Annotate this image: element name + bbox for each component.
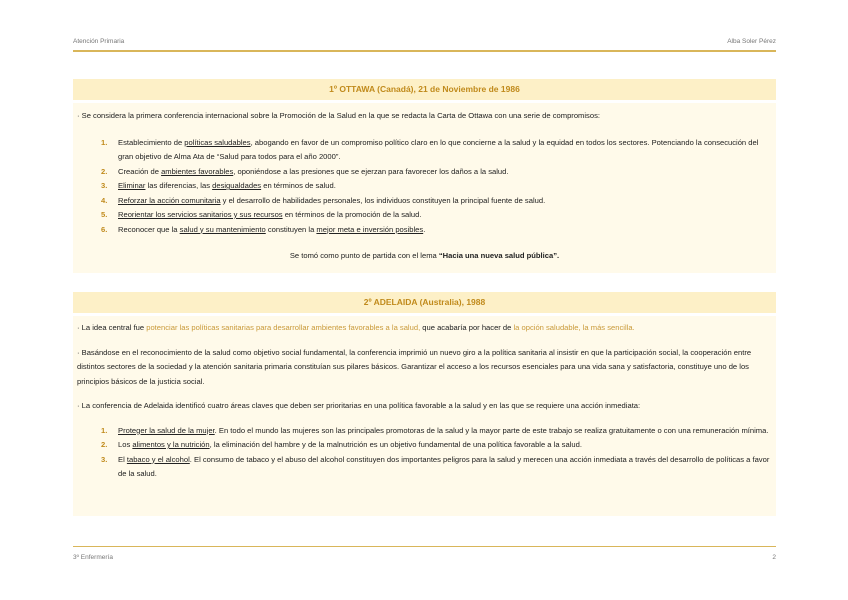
section-2-body <box>73 316 776 516</box>
section-2-title: 2º ADELAIDA (Australia), 1988 <box>73 292 776 313</box>
section-2-list <box>77 424 772 482</box>
list-item: 6. Reconocer que la salud y su mantenimiento constituyen la mejor meta e inversión posibles. <box>101 224 426 234</box>
header-right: Alba Soler Pérez <box>727 38 776 45</box>
footer-rule <box>73 546 776 547</box>
header-rule <box>73 50 776 52</box>
footer-left: 3º Enfermería <box>73 554 113 561</box>
list-item: 2. Creación de ambientes favorables, oponiéndose a las presiones que se ejerzan para favorecer los daños a la salud. <box>101 166 509 176</box>
section-2-p2: · Basándose en el reconocimiento de la salud como objetivo social fundamental, la conferencia imprimió un nuevo giro a la política sanitaria al insistir en que la participación social, la cooperación entre distintos sectores de la sociedad y la atención sanitaria primaria constituían sus pilares básicos. Garantizar el acceso a los recursos esenciales para una vida sana y satisfactoria, constituye uno de los principios básicos de la justicia social. <box>77 347 752 386</box>
list-item: 4. Reforzar la acción comunitaria y el desarrollo de habilidades personales, los individuos constituyen la principal fuente de salud. <box>101 195 546 205</box>
list-item: 3. El tabaco y el alcohol. El consumo de tabaco y el abuso del alcohol constituyen dos importantes peligros para la salud y merecen una acción inmediata a través del desarrollo de políticas a favor de la salud. <box>101 454 770 478</box>
section-1-title: 1º OTTAWA (Canadá), 21 de Noviembre de 1986 <box>73 79 776 100</box>
section-1-list <box>77 136 772 238</box>
section-2-p1: · La idea central fue potenciar las políticas sanitarias para desarrollar ambientes favorables a la salud, que acabaría por hacer de la opción saludable, la más sencilla. <box>77 323 635 332</box>
section-2-p3: · La conferencia de Adelaida identificó cuatro áreas claves que deben ser prioritarias en una política favorable a la salud y en las que se requiere una acción inmediata: <box>77 401 641 410</box>
list-item: 5. Reorientar los servicios sanitarios y sus recursos en términos de la promoción de la salud. <box>101 210 422 219</box>
section-1-body <box>73 103 776 273</box>
list-item: 1. Establecimiento de políticas saludables, abogando en favor de un compromiso político claro en lo que concierne a la salud y la equidad en todos los sectores. Potenciando la consecución del gran objetivo de Alma Ata de “Salud para todos para el año 2000”. <box>101 137 759 161</box>
header-left: Atención Primaria <box>73 38 125 45</box>
section-1-intro: · Se considera la primera conferencia internacional sobre la Promoción de la Salud en la que se redacta la Carta de Ottawa con una serie de compromisos: <box>77 111 600 120</box>
list-item: 1. Proteger la salud de la mujer. En todo el mundo las mujeres son las principales promotoras de la salud y la mayor parte de este trabajo se realiza gratuitamente o con una remuneración mínima. <box>101 425 769 435</box>
list-item: 2. Los alimentos y la nutrición, la eliminación del hambre y de la malnutrición es un objetivo fundamental de una política favorable a la salud. <box>101 440 582 449</box>
page-number: 2 <box>772 554 776 561</box>
section-1-closing: Se tomó como punto de partida con el lema “Hacia una nueva salud pública”. <box>289 251 560 260</box>
list-item: 3. Eliminar las diferencias, las desigualdades en términos de salud. <box>101 181 336 190</box>
